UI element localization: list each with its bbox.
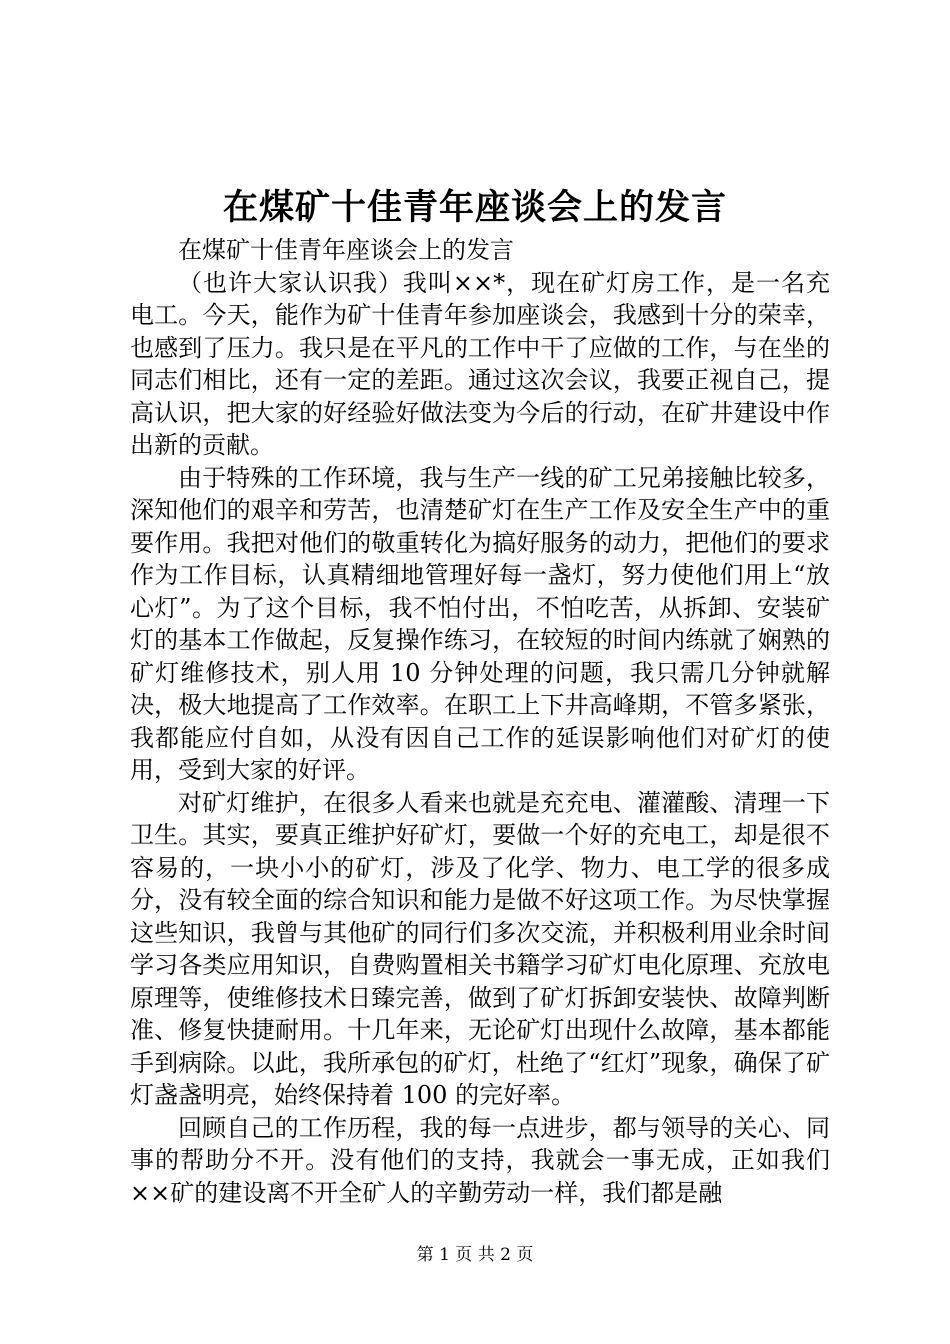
paragraph-work-environment: 由于特殊的工作环境，我与生产一线的矿工兄弟接触比较多，深知他们的艰辛和劳苦，也清楚矿灯在生产工作及安全生产中的重要作用。我把对他们的敬重转化为搞好服务的动力，把他们的要求作为工作目标，认真精细地管理好每一盏灯，努力使他们用上“放心灯”。为了这个目标，我不怕付出，不怕吃苦，从拆卸、安装矿灯的基本工作做起，反复操作练习，在较短的时间内练就了娴熟的矿灯维修技术，别人用 10 分钟处理的问题，我只需几分钟就解决，极大地提高了工作效率。在职工上下井高峰期，不管多紧张，我都能应付自如，从没有因自己工作的延误影响他们对矿灯的使用，受到大家的好评。 xyxy=(130,463,830,784)
document-body xyxy=(130,234,830,1209)
paragraph-heading-repeat: 在煤矿十佳青年座谈会上的发言 xyxy=(178,236,514,264)
document-title: 在煤矿十佳青年座谈会上的发言 xyxy=(222,187,727,228)
paragraph-review: 回顾自己的工作历程，我的每一点进步，都与领导的关心、同事的帮助分不开。没有他们的支持，我就会一事无成，正如我们××矿的建设离不开全矿人的辛勤劳动一样，我们都是融 xyxy=(130,1113,830,1207)
page-footer: 第 1 页 共 2 页 xyxy=(416,1245,534,1265)
paragraph-introduction: （也许大家认识我）我叫××*，现在矿灯房工作，是一名充电工。今天，能作为矿十佳青年参加座谈会，我感到十分的荣幸，也感到了压力。我只是在平凡的工作中干了应做的工作，与在坐的同志们相比，还有一定的差距。通过这次会议，我要正视自己，提高认识，把大家的好经验好做法变为今后的行动，在矿井建设中作出新的贡献。 xyxy=(130,268,830,459)
paragraph-lamp-maintenance: 对矿灯维护，在很多人看来也就是充充电、灌灌酸、清理一下卫生。其实，要真正维护好矿灯，要做一个好的充电工，却是很不容易的，一块小小的矿灯，涉及了化学、物力、电工学的很多成分，没有较全面的综合知识和能力是做不好这项工作。为尽快掌握这些知识，我曾与其他矿的同行们多次交流，并积极利用业余时间学习各类应用知识，自费购置相关书籍学习矿灯电化原理、充放电原理等，使维修技术日臻完善，做到了矿灯拆卸安装快、故障判断准、修复快捷耐用。十几年来，无论矿灯出现什么故障，基本都能手到病除。以此，我所承包的矿灯，杜绝了“红灯”现象，确保了矿灯盏盏明亮，始终保持着 100 的完好率。 xyxy=(130,788,830,1109)
